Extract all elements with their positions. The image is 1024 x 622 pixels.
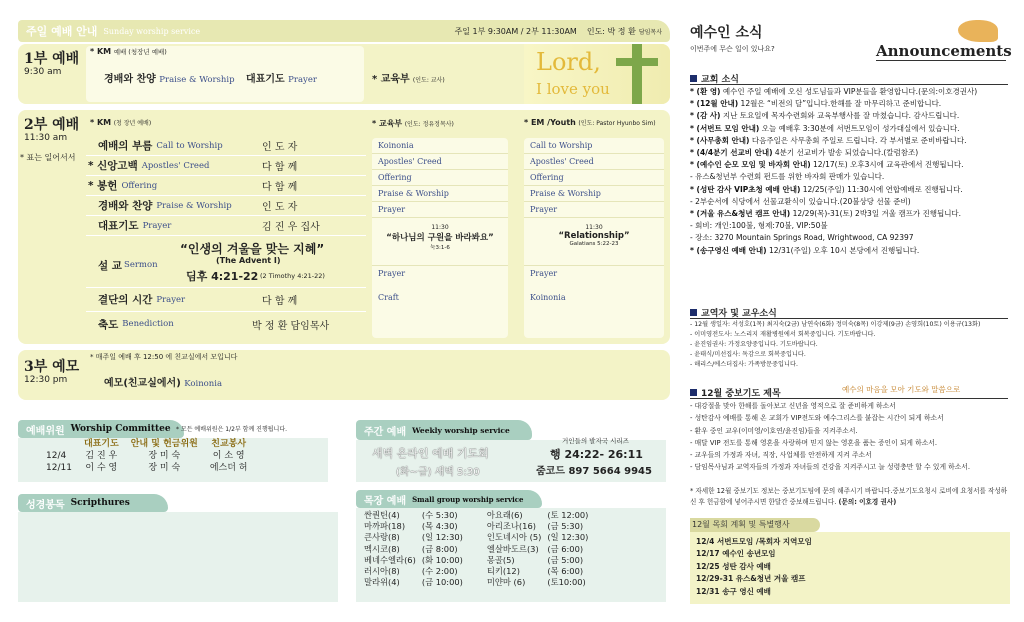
sermon-key: 설 교 [98,260,122,272]
small-group-name: 미얀마 (6) [486,577,526,588]
small-group-time: (일 12:30) [547,532,589,543]
small-group-name: 싼퀀틴(4) [364,510,400,520]
service1-km [90,47,167,56]
church-news-label: 교회 소식 [701,75,739,85]
news-item-text: 지난 토요일에 목자수련회와 교육부행사를 잘 마쳤습니다. 감사드립니다. [720,111,960,121]
em-msg: “Relationship” [558,231,630,241]
edu-row: Koinonia [372,138,508,154]
edu-row: Prayer [372,202,508,218]
em-panel [524,138,664,338]
plan-item: 12/17 예수인 송년모임 [696,549,776,559]
service2-edu-sub: (인도: 정유정목사) [404,121,454,128]
em-row: Praise & Worship [524,186,664,202]
prayer-note [690,486,1010,508]
order-val: 다 함 께 [262,162,298,173]
service1-worship-row [104,70,317,85]
small-group-header [356,490,542,508]
small-group-time: (수 2:00) [421,566,458,577]
news-title: 예수인 소식 [690,25,763,41]
order-en: Apostles' Creed [141,160,210,171]
sermon-verse: 딤후 4:21-22 [186,270,259,283]
weekly-line2: (화~금) 새벽 5:30 [396,467,480,478]
small-group-row [362,510,592,521]
service1-km-sub: 예배 (청장년 예배) [113,48,167,56]
preacher-label: 인도: 박 정 환 [586,26,636,36]
series-label: 거인들의 발자국 시리즈 [562,437,629,445]
committee-row [40,450,254,462]
news-item-text: 12/25(주일) 11:30시에 연합예배로 진행됩니다. [800,184,963,194]
committee-row [40,462,254,474]
series-verse: 행 24:22- 26:11 [550,448,643,461]
committee-title: 예배위원 [26,425,65,437]
committee-usher: 장 미 숙 [148,463,181,473]
edu-news-label: 교역자 및 교우소식 [701,309,777,319]
service3-place [104,374,222,389]
small-group-name: 티키(12) [486,566,520,577]
prayer-title-label: 12월 중보기도 제목 [701,389,781,399]
prayer-item: - 환우 중인 교우(이미영/이호연/윤진임)들을 지켜주소서. [690,426,858,435]
service1-worship: 경배와 찬양 [104,74,156,85]
committee-title-en: Worship Committee [70,424,171,434]
order-row [86,312,366,336]
order-en: Prayer [142,220,172,231]
plan-item: 12/31 송구 영신 예배 [696,586,771,596]
plan-title: 12월 목회 계획 및 특별행사 [692,520,790,529]
small-group-time: (목 4:30) [421,521,458,532]
news-item-text: 다음주일은 사무총회 주일로 드립니다. 각 부서별로 준비바랍니다. [749,135,967,145]
em-time: 11:30 [585,224,603,231]
small-group-row [362,555,592,566]
news-item [690,208,1020,220]
prayer-note-contact: (문의: 이호경 권사) [838,498,897,506]
plan-item: 12/29-31 유스&청년 겨울 캠프 [696,574,806,584]
small-group-row [362,577,592,588]
service3-place-en: Koinonia [184,379,223,389]
small-group-name: 마까파(18) [364,521,406,532]
order-key: 결단의 시간 [98,294,153,306]
edu-news-item: - 윤진임권사: 가정요양중입니다. 기도바랍니다. [690,341,818,348]
service1-edu [372,70,445,85]
committee-prayer: 김 진 우 [85,451,118,461]
weekly-header [356,420,532,440]
news-item-text: - 2부순서에 식당에서 선물교환식이 있습니다.(20불상당 선물 준비) [690,196,911,206]
committee-usher: 장 미 숙 [148,451,181,461]
service1-km-label: * KM [90,47,112,56]
news-item-text: - 장소: 3270 Mountain Springs Road, Wrightwood, CA 92397 [690,233,914,243]
order-en: Offering [121,180,158,191]
service3-time: 12:30 pm [24,375,68,385]
service2-name: 2부 예배 [24,117,80,133]
service3-note: * 매주일 예배 후 12:50 에 친교실에서 모입니다 [90,353,238,361]
news-item [690,159,1020,171]
order-en: Call to Worship [156,140,223,151]
small-group-name: 아리조나(16) [486,521,536,532]
em-row: Prayer [530,269,558,278]
small-group-title: 목장 예배 [364,495,407,507]
service2-note: * 표는 일어서서 [20,153,76,162]
news-item-text: - 회비: 개인:100불, 형제:70불, VIP:50불 [690,221,828,231]
news-subtitle: 이번주에 무슨 일이 있나요? [690,45,775,53]
service1-edu-label: * 교육부 [372,74,410,85]
square-icon [690,75,697,82]
news-item-tag: * (감 사) [690,111,721,121]
prayer-item: - 대강절을 맞아 한해를 돌아보고 신년을 영적으로 잘 준비하게 하소서 [690,402,896,410]
service3-name: 3부 예모 [24,359,80,375]
news-item-text: 12/29(목)-31(토) 2박3일 겨울 캠프가 진행됩니다. [790,209,962,219]
scripture-title-en: Scripthures [70,498,130,508]
cross-bar [616,58,658,66]
service2-em [524,118,656,127]
em-row: Call to Worship [524,138,664,154]
edu-row: Apostles' Creed [372,154,508,170]
service2-km-sub: (청 장년 예배) [113,120,152,127]
order-en: Praise & Worship [156,200,232,211]
church-news-divider [690,84,1008,85]
order-key: 축도 [98,318,119,331]
news-item [690,232,1020,244]
edu-news-item: - 이미영전도사: 노스리지 재활병원에서 회복중입니다. 기도바랍니다. [690,331,876,338]
edu-time: 11:30 [431,224,449,231]
sermon-block [86,236,366,288]
committee-note: * 모든 예배위원은 1/2부 함께 진행됩니다. [176,426,288,433]
small-group-name: 인도네시아 (5) [486,532,542,543]
order-val: 김 진 우 집사 [262,222,320,233]
committee-table [40,438,254,474]
order-row [86,288,366,312]
service1-prayer: 대표기도 [246,74,285,85]
small-group-time: (금 5:00) [547,554,584,565]
prayer-note-text: * 자세한 12월 중보기도 정보는 중보기도팀에 문의 해주시기 바랍니다.중보기도요청시 로비에 요청서를 작성하신 후 헌금함에 넣어주시면 한달간 중보해드립니다. [690,487,1008,506]
small-group-name: 아요래(6) [486,510,523,520]
news-item-tag: * (12월 안내) [690,99,739,109]
news-item [690,220,1020,232]
small-group-name: 몽골(5) [486,554,515,565]
small-group-row [362,532,592,543]
news-item [690,184,1020,196]
news-item-tag: * (환 영) [690,87,721,96]
service2-order [86,136,366,336]
order-row [86,176,366,196]
sermon-title: “인생의 겨울을 맞는 지혜” [180,242,325,256]
small-group-row [362,521,592,532]
small-group-name: 멕시코(8) [364,543,400,554]
news-item-text: 예수인 주일 예배에 오신 성도님들과 VIP분들을 환영합니다.(문의:이호경권사) [720,87,978,96]
weekly-line1: 새벽 온라인 예배 기도회 [372,447,489,460]
plan-item: 12/25 성탄 감사 예배 [696,561,771,571]
committee-head: 안내 및 헌금위원 [130,439,198,449]
cross-icon [632,44,642,104]
committee-date: 12/11 [46,463,72,473]
news-item [690,245,1020,257]
edu-panel [372,138,508,338]
worship-header-title: 주일 예배 안내 [26,25,98,38]
worship-header-title-en: Sunday worship service [103,26,201,36]
service2-edu-label: * 교육부 [372,119,403,128]
news-item-tag: * (송구영신 예배 안내) [690,245,767,255]
order-key: * 봉헌 [88,180,118,192]
em-verse: Galatians 5:22-23 [569,241,619,247]
prayer-divider [690,398,1008,399]
order-val: 다 함 께 [262,182,298,193]
news-item-tag: * (4/4분기 선교비 안내) [690,148,773,158]
order-en: Prayer [156,294,186,305]
lord-banner [524,44,670,104]
square-icon [690,309,697,316]
prayer-item: - 담임목사님과 교역자들의 가정과 자녀들의 건강을 지켜주시고 늘 성령충만 할 수 있게 하소서. [690,463,971,472]
edu-news-list [690,320,1020,370]
plan-list [696,536,812,598]
edu-msg: “하나님의 구원을 바라봐요” [386,233,494,243]
small-group-time: (목 6:00) [547,566,584,577]
committee-head-row [40,438,254,450]
service2-em-label: * EM /Youth [524,118,576,127]
news-item [690,123,1020,135]
order-row [86,156,366,176]
plan-header [690,518,820,532]
edu-row: Praise & Worship [372,186,508,202]
preacher-role: 담임목사 [638,28,662,36]
edu-news-item: - 12월 생일자: 서성호(1목) 최지숙(2금) 남연숙(6화) 정미숙(8목) 이강제(9금) 손영희(10토) 이용규(13화) [690,321,981,328]
edu-row: Prayer [378,269,406,278]
prayer-item: - 성탄감사 예배를 통해 온 교회가 VIP전도와 예수그리스를 붙잡는 시간이 되게 하소서 [690,414,944,423]
edu-row: Offering [372,170,508,186]
church-news-list [690,86,1020,257]
order-key: 예배의 부름 [98,140,153,152]
small-group-name: 베네수엘라(6) [364,554,416,565]
prayer-item: - 교우들의 가정과 자녀, 직장, 사업체를 안전하게 지켜 주소서 [690,451,872,460]
small-group-time: (금 8:00) [421,543,458,554]
edu-msg-block [372,218,508,266]
small-group-time: (토10:00) [547,577,586,588]
order-val: 인 도 자 [262,202,298,213]
small-group-time: (일 12:30) [421,532,463,543]
news-item-tag: * (성탄 감사 VIP초청 예배 안내) [690,184,801,194]
committee-head: 대표기도 [83,439,119,449]
zoom-code: 줌코드 897 5664 9945 [536,466,652,477]
small-group-time: (금 6:00) [547,543,584,554]
banner-line1: Lord, [536,48,601,76]
news-item-tag: * (예수인 순모 모임 및 바자회 안내) [690,160,811,170]
small-group-title-en: Small group worship service [412,494,524,504]
edu-news-item: - 해리스/에스더집사: 가족방문중입니다. [690,361,798,368]
news-item-text: 오늘 예배후 3:30분에 서번트모임이 성가대실에서 있습니다. [759,123,960,133]
news-item-text: 12월은 “비전의 달”입니다.한해를 잘 마무리하고 준비합니다. [738,99,942,109]
announcements-divider [876,60,1006,61]
news-item [690,86,1020,98]
order-val: 다 함 께 [262,296,298,307]
small-group-time: (금 5:30) [547,521,584,532]
news-item-text: 12/17(토) 오후3시에 교육관에서 진행됩니다. [810,160,964,170]
small-group-name: 말라위(4) [364,577,400,588]
committee-header [18,420,184,438]
prayer-item: - 매달 VIP 전도를 통해 영혼을 사랑하며 믿지 않는 영혼을 품는 증인이 되게 하소서. [690,438,937,447]
small-group-row [362,544,592,555]
service1-time: 9:30 am [24,67,62,77]
service2-km-label: * KM [90,118,112,127]
small-group-row [362,566,592,577]
committee-prayer: 이 수 영 [85,463,118,473]
edu-news-item: - 윤태식/미선집사: 독감으로 회복중입니다. [690,351,806,358]
committee-head: 친교봉사 [211,439,247,449]
service2-em-sub: (인도: Pastor Hyunbo Sim) [578,120,656,127]
service1-edu-sub: (인도: 교사) [412,77,445,84]
news-item-tag: * (겨울 유스&청년 캠프 안내) [690,209,791,219]
edu-row: Craft [378,293,399,302]
banner-line2: I love you [536,80,610,98]
order-key: 대표기도 [98,220,139,232]
worship-header [18,20,670,42]
weekly-title: 주간 예배 [364,426,407,438]
news-item [690,196,1020,208]
news-item [690,98,1020,110]
small-group-table [362,510,592,588]
news-item [690,110,1020,122]
small-group-time: (토 12:00) [547,510,589,520]
small-group-time: (금 10:00) [421,577,463,588]
news-item-text: 12/31(주일) 오후 10시 본당에서 진행됩니다. [766,245,920,255]
small-group-name: 러시아(8) [364,566,400,577]
order-val: 인 도 자 [262,142,298,153]
prayer-list [690,400,1020,474]
sermon-en: Sermon [124,260,158,270]
order-en: Benediction [122,319,174,329]
small-group-time: (화 10:00) [421,554,463,565]
order-row [86,196,366,216]
scripture-box [18,512,338,602]
news-item-text: 4분기 선교비가 발송 되었습니다.(칼럼참조) [772,148,919,158]
small-group-time: (수 5:30) [421,510,458,520]
news-item [690,171,1020,183]
weekly-title-en: Weekly worship service [412,425,510,435]
news-item [690,147,1020,159]
committee-fellowship: 이 소 영 [212,451,245,461]
scripture-title: 성경봉독 [26,499,65,511]
em-row: Prayer [524,202,664,218]
trumpet-icon [958,20,998,42]
edu-news-divider [690,318,1008,319]
small-group-name: 큰사랑(8) [364,532,400,543]
em-row: Apostles' Creed [524,154,664,170]
news-item-text: - 유스&청년부 수련회 펀드를 위한 바자회 판매가 있습니다. [690,172,885,182]
service-times: 주일 1부 9:30AM / 2부 11:30AM [454,26,577,36]
service2-km [90,118,151,127]
order-row [86,136,366,156]
service3-place-ko: 예모(친교실에서) [104,378,181,389]
news-item-tag: * (사무총회 안내) [690,135,750,145]
announcements-label: Announcements [876,42,1012,60]
edu-verse: 눅3:1-6 [430,245,450,251]
service2-time: 11:30 am [24,133,68,143]
scripture-header [18,494,168,512]
committee-fellowship: 에스더 허 [209,463,248,473]
em-row: Offering [524,170,664,186]
square-icon [690,389,697,396]
order-val: 박 정 환 담임목사 [252,320,330,332]
order-key: 경배와 찬양 [98,200,153,212]
order-key: * 신앙고백 [88,160,138,172]
news-item-tag: * (서번트 모임 안내) [690,123,760,133]
service1-prayer-en: Prayer [288,75,317,85]
service1-worship-en: Praise & Worship [159,75,235,85]
small-group-name: 엘살바도르(3) [486,543,539,554]
prayer-tag: 예수의 마음을 모아 기도와 말씀으로 [842,385,961,394]
sermon-sub: (The Advent Ⅰ) [216,256,281,265]
em-row: Koinonia [530,293,566,302]
committee-date: 12/4 [46,451,67,461]
plan-item: 12/4 서번트모임 /목회자 지역모임 [696,537,812,546]
sermon-verse-en: (2 Timothy 4:21-22) [260,272,325,280]
service1-name: 1부 예배 [24,51,80,67]
service2-edu [372,118,454,129]
order-row [86,216,366,236]
em-msg-block [524,218,664,266]
news-item [690,135,1020,147]
